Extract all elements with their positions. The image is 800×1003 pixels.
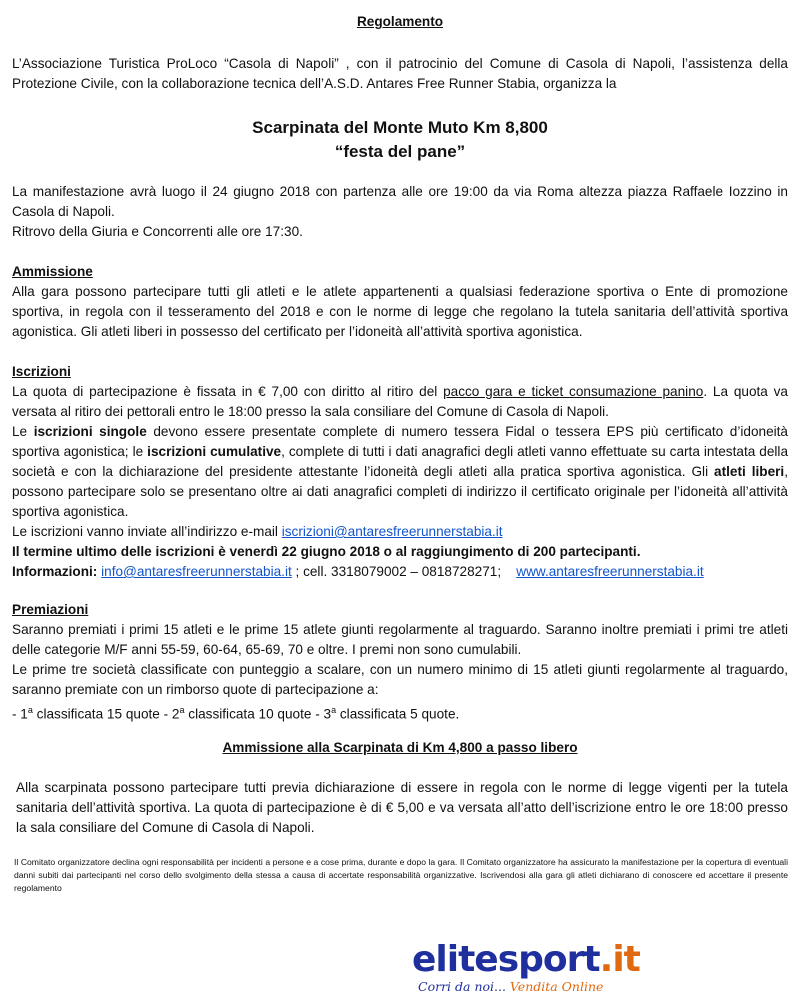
section-heading-iscrizioni: Iscrizioni bbox=[12, 364, 71, 379]
premiazioni-quote: - 1$^a$ classificata 15 quote - 2$^a$ classificata 10 quote - 3$^a$ classificata 5 quote. bbox=[12, 705, 460, 722]
section-premiazioni bbox=[12, 600, 788, 725]
info-email-link[interactable]: info@antaresfreerunnerstabia.it bbox=[101, 564, 292, 579]
logo-tagline: Corri da noi... Vendita Online bbox=[418, 979, 604, 994]
event-subtitle: “festa del pane” bbox=[334, 142, 466, 161]
iscrizioni-email-line: Le iscrizioni vanno inviate all’indirizzo e-mail iscrizioni@antaresfreerunnerstabia.it bbox=[12, 524, 503, 539]
iscrizioni-deadline: Il termine ultimo delle iscrizioni è venerdì 22 giugno 2018 o al raggiungimento di 200 partecipanti. bbox=[12, 544, 641, 559]
intro-paragraph: L’Associazione Turistica ProLoco “Casola di Napoli” , con il patrocinio del Comune di Casola di Napoli, l’assistenza della Protezione Civile, con la collaborazione tecnica dell’A.S.D. Antares Free Runner Stabia, organizza la bbox=[12, 56, 788, 91]
document-heading: Regolamento bbox=[356, 14, 444, 29]
section-heading-premiazioni: Premiazioni bbox=[12, 602, 89, 617]
ammissione-text: Alla gara possono partecipare tutti gli atleti e le atlete appartenenti a qualsiasi federazione sportiva o Ente di promozione sportiva, in regola con il tesseramento del 2018 e con le norme di legge che regolano la tutela sanitaria dell’attività sportiva agonistica. Gli atleti liberi in possesso del certificato per l’idoneità all’attività sportiva agonistica. bbox=[12, 284, 788, 339]
informazioni-line: Informazioni: info@antaresfreerunnerstabia.it ; cell. 3318079002 – 0818728271; www.antaresfreerunnerstabia.it bbox=[12, 564, 704, 579]
section-ammissione bbox=[12, 262, 788, 342]
elitesport-logo bbox=[412, 940, 652, 996]
premiazioni-atleti: Saranno premiati i primi 15 atleti e le prime 15 atlete giunti regolarmente al traguardo. Saranno inoltre premiati i primi tre atleti delle categorie M/F anni 55-59, 60-64, 65-69, 70 e oltre. I premi non sono cumulabili. bbox=[12, 622, 788, 657]
iscrizioni-modalita: Le iscrizioni singole devono essere presentate complete di numero tessera Fidal o tessera EPS più certificato d’idoneità sportiva agonistica; le iscrizioni cumulative, complete di tutti i dati anagrafici degli atleti vanno effettuate su carta intestata della società e con la dichiarazione del presidente attestante l’idoneità degli atleti alla pratica sportiva agonistica. Gli atleti liberi, possono partecipare solo se presentano oltre ai dati anagrafici completi di indirizzo il certificato originale per l’idoneità all’attività sportiva agonistica. bbox=[12, 424, 788, 519]
premiazioni-societa: Le prime tre società classificate con punteggio a scalare, con un numero minimo di 15 atleti giunti regolarmente al traguardo, saranno premiate con un rimborso quote di partecipazione a: bbox=[12, 662, 788, 697]
passo-libero-text: Alla scarpinata possono partecipare tutti previa dichiarazione di essere in regola con le norme di legge vigenti per la tutela sanitaria dell’attività sportiva. La quota di partecipazione è di € 5,00 e va versata all’atto dell’iscrizione entro le ore 18:00 presso la sala consiliare del Comune di Casola di Napoli. bbox=[16, 780, 788, 835]
event-title: Scarpinata del Monte Muto Km 8,800 bbox=[252, 118, 548, 137]
website-link[interactable]: www.antaresfreerunnerstabia.it bbox=[516, 564, 704, 579]
iscrizioni-quota: La quota di partecipazione è fissata in € 7,00 con diritto al ritiro del pacco gara e ticket consumazione panino. La quota va versata al ritiro dei pettorali entro le 18:00 presso la sala consiliare del Comune di Casola di Napoli. bbox=[12, 384, 788, 419]
logo-wordmark: elitesport.it bbox=[412, 939, 640, 980]
event-meeting-time: Ritrovo della Giuria e Concorrenti alle ore 17:30. bbox=[12, 224, 303, 239]
section-iscrizioni bbox=[12, 362, 788, 582]
disclaimer: Il Comitato organizzatore declina ogni responsabilità per incidenti a persone e a cose prima, durante e dopo la gara. Il Comitato organizzatore ha assicurato la manifestazione per la copertura di eventuali danni subiti dai partecipanti nel corso dello svolgimento della stessa a causa di accertate responsabilità organizzative. Iscrivendosi alla gara gli atleti dichiarano di conoscere ed accettare il presente regolamento bbox=[14, 857, 788, 893]
passo-libero-heading-wrap bbox=[12, 738, 788, 758]
event-details bbox=[12, 182, 788, 242]
section-heading-ammissione: Ammissione bbox=[12, 264, 93, 279]
section-heading-passo-libero: Ammissione alla Scarpinata di Km 4,800 a passo libero bbox=[222, 740, 578, 755]
event-date-location: La manifestazione avrà luogo il 24 giugno 2018 con partenza alle ore 19:00 da via Roma altezza piazza Raffaele Iozzino in Casola di Napoli. bbox=[12, 184, 788, 219]
iscrizioni-email-link[interactable]: iscrizioni@antaresfreerunnerstabia.it bbox=[281, 524, 503, 539]
